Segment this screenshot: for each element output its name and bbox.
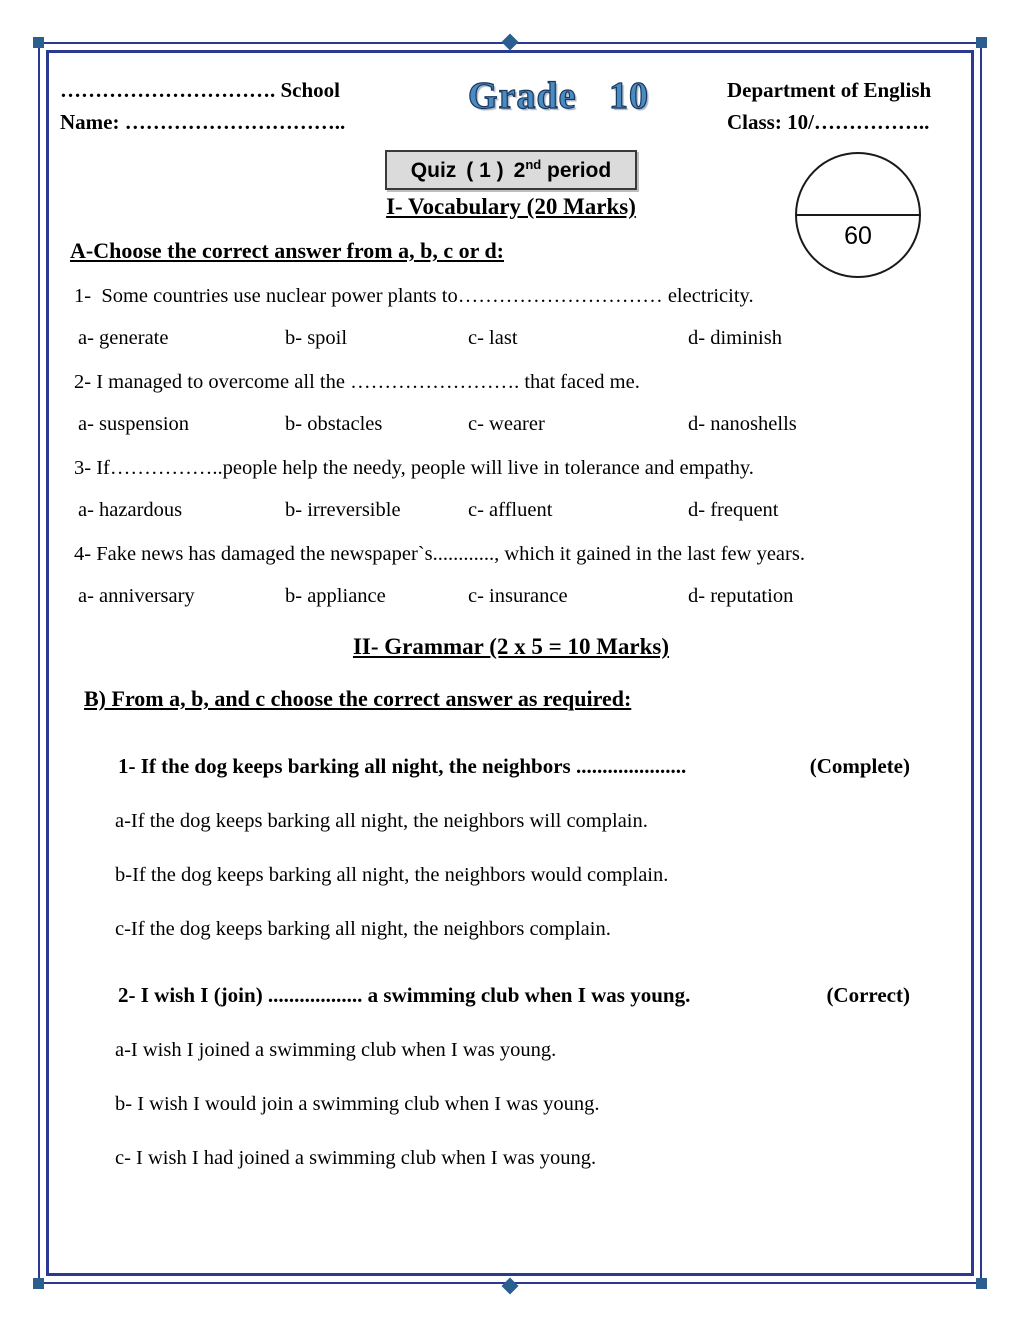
options-row: [78, 327, 962, 350]
quiz-period-ordinal: nd: [525, 157, 542, 172]
vocab-question-4: [60, 543, 962, 608]
option-c: c- insurance: [468, 585, 568, 607]
school-line: …………………………. School: [60, 78, 341, 102]
score-circle: [795, 152, 921, 278]
header-right: [727, 74, 962, 138]
question-text: 3- If……………..people help the needy, people will live in tolerance and empathy.: [74, 457, 754, 479]
choice-b: b-If the dog keeps barking all night, the neighbors would complain.: [115, 864, 669, 886]
grammar-instruction: B) From a, b, and c choose the correct answer as required:: [84, 686, 632, 711]
option-b: b- spoil: [285, 327, 348, 349]
score-total: 60: [844, 222, 872, 251]
class-line: Class: 10/……………..: [727, 110, 930, 134]
border-corner-ornament: [33, 1278, 44, 1289]
option-b: b- appliance: [285, 585, 386, 607]
vocab-question-2: [60, 371, 962, 436]
border-corner-ornament: [976, 37, 987, 48]
question-type-tag: (Correct): [826, 983, 910, 1007]
header-left: [60, 74, 390, 138]
question-text: 2- I managed to overcome all the ……………………. that faced me.: [74, 371, 640, 393]
name-line: Name: …………………………..: [60, 110, 346, 134]
option-c: c- affluent: [468, 499, 553, 521]
option-d: d- frequent: [688, 499, 779, 521]
option-a: a- hazardous: [78, 499, 183, 521]
options-row: [78, 499, 962, 522]
border-corner-ornament: [976, 1278, 987, 1289]
option-d: d- diminish: [688, 327, 782, 349]
header: [60, 74, 962, 138]
choice-a: a-I wish I joined a swimming club when I was young.: [115, 1039, 557, 1061]
grade-title: Grade 10: [468, 75, 649, 117]
option-d: d- nanoshells: [688, 413, 797, 435]
choice-c: c- I wish I had joined a swimming club when I was young.: [115, 1147, 597, 1169]
option-b: b- irreversible: [285, 499, 401, 521]
quiz-number: ( 1 ): [466, 159, 504, 182]
option-a: a- generate: [78, 327, 169, 349]
grammar-section-title: II- Grammar (2 x 5 = 10 Marks): [352, 634, 670, 659]
border-corner-ornament: [33, 37, 44, 48]
department-line: Department of English: [727, 78, 932, 102]
option-c: c- last: [468, 327, 518, 349]
quiz-period-number: 2: [513, 159, 526, 182]
options-row: [78, 585, 962, 608]
question-type-tag: (Complete): [809, 754, 910, 778]
vocab-question-3: [60, 457, 962, 522]
quiz-period-word: period: [547, 159, 612, 182]
choice-a: a-If the dog keeps barking all night, the neighbors will complain.: [115, 810, 648, 832]
question-stem: 1- If the dog keeps barking all night, the neighbors .....................: [118, 754, 687, 778]
question-text: 1- Some countries use nuclear power plants to………………………… electricity.: [74, 285, 754, 307]
quiz-word: Quiz: [410, 159, 457, 182]
vocab-question-1: [60, 285, 962, 350]
header-center: [390, 74, 727, 118]
score-divider-line: [797, 214, 919, 216]
option-a: a- suspension: [78, 413, 190, 435]
option-d: d- reputation: [688, 585, 794, 607]
vocabulary-instruction: A-Choose the correct answer from a, b, c or d:: [70, 238, 505, 263]
option-a: a- anniversary: [78, 585, 195, 607]
option-b: b- obstacles: [285, 413, 383, 435]
question-text: 4- Fake news has damaged the newspaper`s............, which it gained in the last few years.: [74, 543, 805, 565]
grammar-question-1: [60, 754, 962, 941]
grammar-question-2: [60, 983, 962, 1170]
options-row: [78, 413, 962, 436]
question-stem: 2- I wish I (join) .................. a swimming club when I was young.: [118, 983, 691, 1007]
quiz-title-box: [385, 150, 637, 190]
choice-c: c-If the dog keeps barking all night, the neighbors complain.: [115, 918, 611, 940]
stem-row: [60, 754, 962, 779]
option-c: c- wearer: [468, 413, 545, 435]
choice-b: b- I wish I would join a swimming club when I was young.: [115, 1093, 600, 1115]
vocabulary-section-title: I- Vocabulary (20 Marks): [386, 194, 636, 219]
stem-row: [60, 983, 962, 1008]
